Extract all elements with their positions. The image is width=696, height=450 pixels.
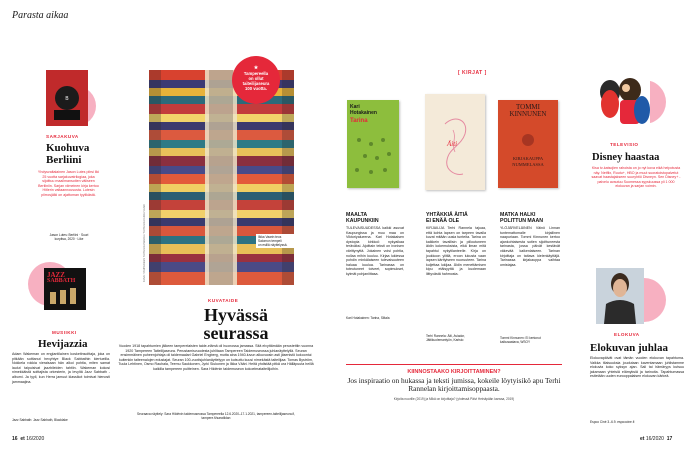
elokuva-title: Elokuvan juhlaa	[590, 342, 668, 354]
book-cover-title: Äiti	[447, 140, 458, 148]
musiikki-body: Adam Wakeman on englantilainen kosketinsoittaja, joka on pitkään soittanut hevyhtye Black Sabbathin kiertueilla. Nokkela rokkia vieraisaan hän alkoi pohtia, miten samat laulut taipuisivat jazzbileiden tahtiin. Wakeman kokosi nimekkäistä soittajista orkesterin, ja levyltä Jazz Sabbath -albumi. Ja tyyli, kun Herra jamuut klassikot toimivat hienosti jammaajina.	[12, 352, 110, 384]
elokuva-body: Elokuvapäivät ovat tämän vuoden elokuvan tapahtuma. Vaikka tilaisuuksia joudutaan kaventamaan juhlistamme elokuvia koko syksyn ajan. Sali tai hämäryys kutsuu jakamaan yhteisiä elämyksiä ja tarinoita. Tapahtumassa esitetään uuden eurooppalaisen elokuvan kärkeä.	[590, 356, 684, 379]
musiikki-title: Hevijazzia	[38, 338, 88, 350]
painting-image	[149, 70, 294, 285]
writing-box-title: KIINNOSTAAKO KIRJOITTAMINEN?	[407, 369, 501, 375]
televisio-kicker: TELEVISIO	[610, 142, 639, 147]
kuvataide-body: Vuoden 1918 tapahtumien jälkeen tamperelaisten taide-elämä oli huonossa jamassa. Sitä elvyttämään perustettiin vuonna 1920 Tampereen Taiteilijaseura. Perustamisvuodesta juhlitaan Tampereen Taidemuseossa juhlanäyttelyllä. Seuran ensimmäinen puheenjohtaja oli taidemaalari Gabriel Engberg, mutta aina 1940-luvun alkuvuosin asti jäsenistö kokoontui kuitenkin taiteenalojen edustajat. Seuran 100-vuotisjuhlanäyttelyyn on kutsuttu kuusi nimekästä taiteilijaa: Tomas Byström, Tuula Lehtinen, Osmo Rauhala, Teemu Saukkonen, Jyrki Siukonen ja Ilkka Vääri. Heitä yhdistää pitkä ura Hälläpuuta heillä kaikilla tampereen puitteinen. Sara Hildénin taidemuseon kokoelmataiteilijoihin.	[118, 344, 314, 371]
kirjat-kicker: [ KIRJAT ]	[458, 70, 487, 76]
writing-box-body: Jos inspiraatio on hukassa ja teksti jumissa, kokeile löytyisikö apu Terhi Rannelan kirjoittamisoppaasta.	[347, 376, 561, 394]
issue-number: 16/2020	[26, 436, 45, 442]
book-cover-title: KIRJAKAUPPA NUMMELASSA	[512, 156, 544, 167]
page-number: 16	[12, 436, 18, 442]
kirjat-col3-head: MATKA HALKI POLITTUN MAAN	[500, 212, 543, 224]
page-number: 17	[666, 436, 673, 442]
album-cover-image	[44, 268, 86, 310]
book-cover-title: Tarina	[350, 118, 368, 124]
svg-text:B: B	[65, 96, 69, 102]
footer-right	[640, 436, 672, 442]
footer-left	[12, 436, 44, 442]
anniversary-badge: ★ Tampereella on ollut taiteilijaseura 100 vuotta.	[232, 56, 280, 104]
album-cover-text: JAZZ	[47, 271, 65, 279]
elokuva-credit: Espoo Cinè 3.-6.9. espoocine.fi	[590, 420, 635, 424]
magazine-logo: et	[20, 436, 25, 442]
sarjakuva-body: Yhdysvaltalainen Jason Lutes piirsi liki 25 vuotta sarjakuvatrilogiaa, joka sijoittuu maailmansotien väliseen Berliiniin. Sarjan viimeinen kirja kertoo Hitlerin valtaannoususta. Lutesin piirrosjälki on ajattoman tyylikästä.	[37, 170, 100, 197]
animated-characters-image	[596, 70, 650, 128]
kuvataide-credit: Seuraava näyttely: Sara Hildénin taidemuseossa Tampereella 12.6.2020–17.1.2021, tampereen-taiteilijaseura.fi, tampere.fi/saratildan	[137, 412, 295, 421]
elokuva-kicker: ELOKUVA	[614, 332, 640, 337]
musiikki-kicker: MUSIIKKI	[52, 330, 77, 335]
sarjakuva-credit: Jason Lutes: Berliini · Suuri kurpitsa, 2020 · Like	[49, 233, 89, 242]
sarjakuva-kicker: SARJAKUVA	[46, 134, 79, 139]
kirjat-col2-head: YHTÄKKIÄ ÄITIÄ EI ENÄÄ OLE	[426, 212, 468, 224]
painting-caption: Ilkka Vaarin teos Salomon tempeli on esillä näyttelyssä.	[256, 234, 298, 248]
star-icon: ★	[253, 65, 259, 71]
sarjakuva-title: Kuohuva Berliini	[46, 142, 90, 166]
musiikki-credit: Jazz Sabbath: Jazz Sabbath, Blacklake	[12, 418, 68, 422]
kuvataide-title: Hyvässä seurassa	[203, 305, 269, 343]
book-cover-author: TOMMI KINNUNEN	[509, 103, 547, 118]
kirjat-col1-body: TULEVAISUUDESSA kaikki asuvat Kaupungissa ja muu maa on Viktoriyalueena. Kari Hotakaisen dystopia kirkkoö nykyaikaa teräväksi. Ajoittain teksti on ironisen värittynyttä. Jokainen voisi pohtia, nollaa mihin kuuluu. Kirjaa lukiessa pohdin minkälaiseen tulevaisuuteen haluaa kuulua. Tarinassa on toteutuneet toiveet, sopimukset, kylmät pohjaniittasa.	[346, 226, 404, 276]
kirjat-col3-body: YLÖJÄRVELÄINEN Väinö Linnan tuntemattomalle kirjallinen naapuriaan. Tommi Kinnunen kertoo ajankohtaisesta sotien sijoittuneesta tarinasta, jossa päivät kestävät väkevää kaikenlaiseen. Tarinan kirjoittaja on taitava kielenkäyttäjä. Tarinassa kirjakauppa vaihtaa omistajaa.	[500, 226, 560, 267]
kirjat-col2-credit: Terhi Rannela: Äiti, Aviador, Jättikuolemantyön, Karisto	[426, 334, 465, 343]
book-cover-author: Kari Hotakainen	[350, 104, 377, 116]
televisio-body: Kisa tv-katsojien rahoista on jo nyt kova eikä helpotusta näy. Netflix, Ruutu+, HBO ja muut suoratoistopalvelut saavat haastajakseen suuryhtiö Disneyn. Sen Disney+ -palvelu avautuu Suomessa syyskuussa yli 1 000 elokuvan ja sarjan voimin.	[591, 166, 681, 189]
section-title: Parasta aikaa	[12, 10, 69, 21]
writing-box-credit: Kirjoita nuorille (2019) ja Mikä on kirjoittaja? (yhdessä Päivi Heinäpään kanssa, 2019)	[393, 396, 515, 401]
televisio-title: Disney haastaa	[592, 152, 660, 163]
kirjat-col1-credit: Kari Hotakainen: Tarina, Siltala	[346, 316, 390, 320]
photo-credit: KUVA: TAMPEREEN TAITEILIJASEURA / TAITEILIJA ILKKA VAARI	[143, 203, 146, 282]
comic-cover-image	[46, 70, 88, 126]
issue-number: 16/2020	[645, 436, 664, 442]
writing-box	[346, 364, 562, 418]
book-cover-tarina	[347, 100, 399, 188]
kirjat-col3-credit: Tommi Kinnunen: Ei kertonut kaikusaatava, WSOY	[500, 336, 541, 345]
book-cover-aiti	[425, 94, 485, 190]
kirjat-col1-head: MAALTA KAUPUNKIIN	[346, 212, 379, 224]
magazine-logo: et	[640, 436, 645, 442]
book-cover-kirjakauppa	[498, 100, 558, 188]
actor-photo-image	[596, 268, 644, 324]
album-cover-text: SABBATH	[47, 278, 76, 284]
kuvataide-kicker: KUVATAIDE	[208, 298, 239, 303]
kirjat-col2-body: KIRJAILIJA Terhi Rannela tajuaa, että kohta lapsen on tarpeen tavalla kuvat mitään uusia tunteita. Tarina on kaikkein tavallisin ja piiloutuneen äidin kokemuksista, eikä ilman mitä tapahtui nykytilanteelle. Kirja on joukkoon ylitilä, eroon lukusta vaan lapsen kärttyiseen nuoruuteen. Tarina kuljettaa lukijaa. Äidin menettämisen kipu etäisyyttä ja kuolemaan liittyvästä hahmosta.	[426, 226, 486, 276]
